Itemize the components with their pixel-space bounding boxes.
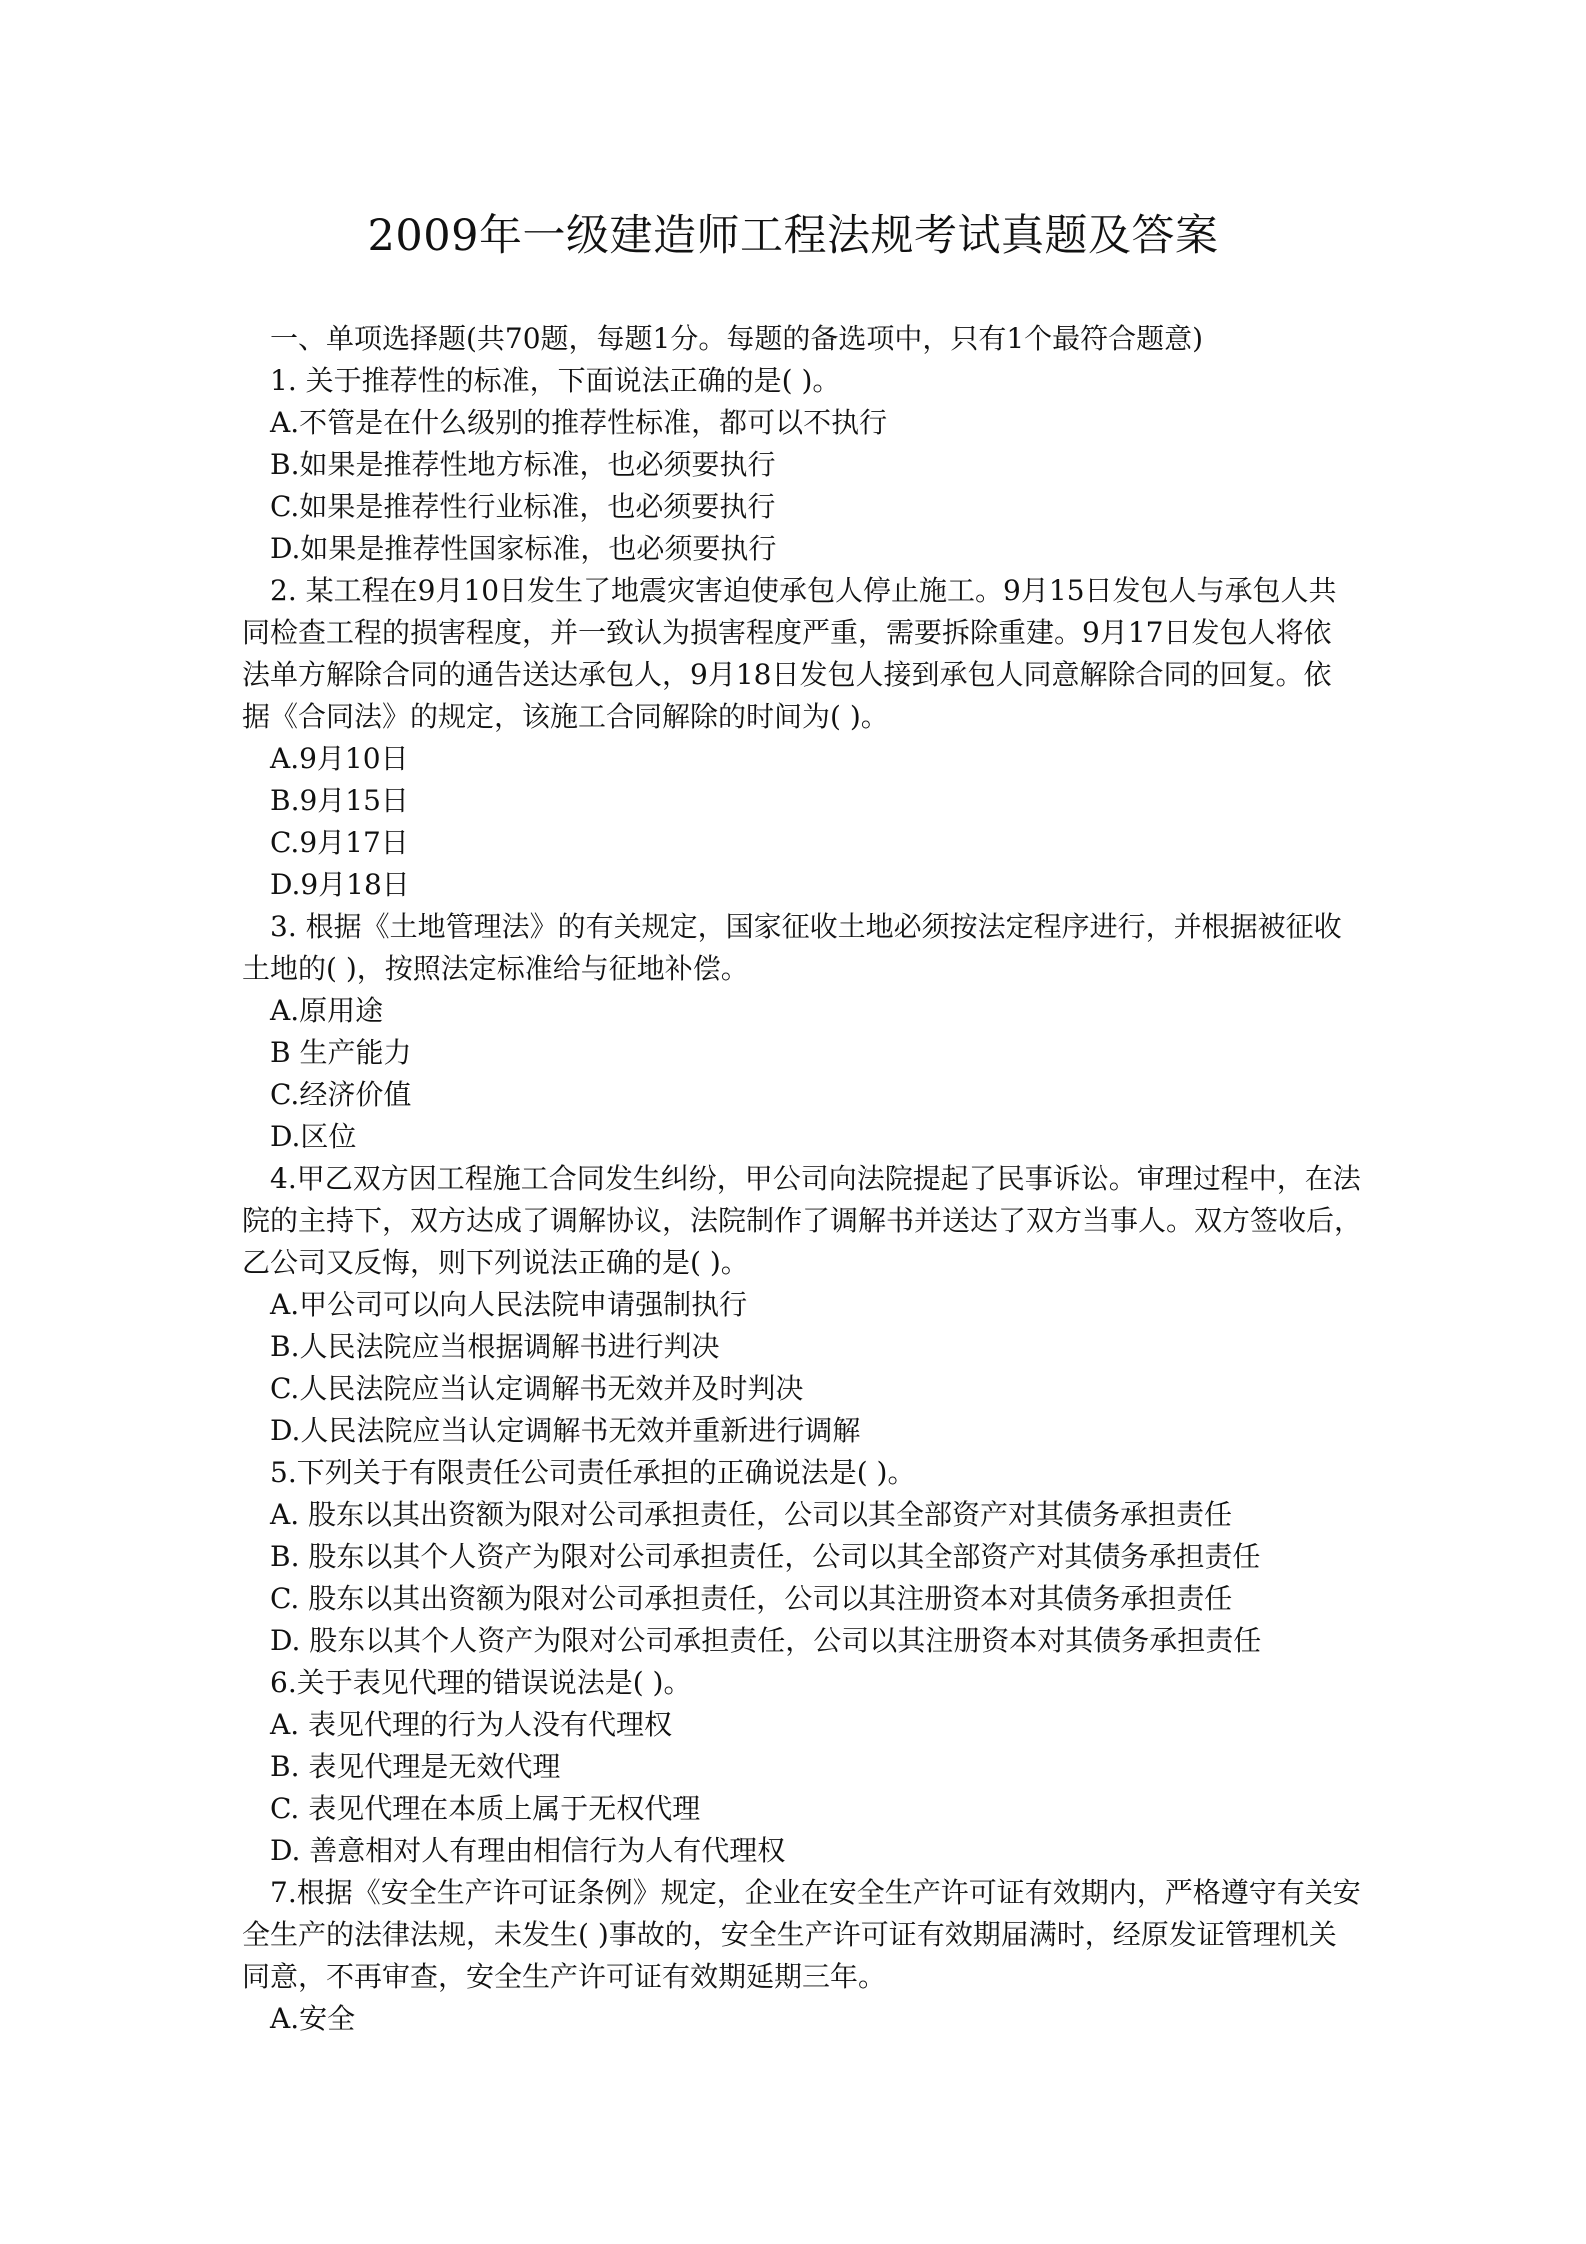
text-line: C.人民法院应当认定调解书无效并及时判决	[270, 1372, 804, 1405]
text-line: A.不管是在什么级别的推荐性标准，都可以不执行	[270, 406, 888, 439]
text-line: D. 善意相对人有理由相信行为人有代理权	[270, 1834, 786, 1867]
text-line: 6.关于表见代理的错误说法是( )。	[270, 1666, 692, 1699]
text-line: 全生产的法律法规，未发生( )事故的，安全生产许可证有效期届满时，经原发证管理机关	[242, 1918, 1337, 1951]
text-line: 土地的( )，按照法定标准给与征地补偿。	[242, 952, 749, 985]
text-line: B. 股东以其个人资产为限对公司承担责任，公司以其全部资产对其债务承担责任	[270, 1540, 1261, 1573]
text-line: C. 股东以其出资额为限对公司承担责任，公司以其注册资本对其债务承担责任	[270, 1582, 1233, 1615]
document-title: 2009年一级建造师工程法规考试真题及答案	[367, 211, 1219, 261]
text-line: B.人民法院应当根据调解书进行判决	[270, 1330, 720, 1363]
text-line: D.9月18日	[270, 868, 410, 901]
text-line: C.如果是推荐性行业标准，也必须要执行	[270, 490, 776, 523]
text-line: 一、单项选择题(共70题，每题1分。每题的备选项中，只有1个最符合题意)	[270, 322, 1204, 355]
text-line: A.9月10日	[270, 742, 409, 775]
text-line: A.安全	[270, 2002, 356, 2035]
text-line: 院的主持下，双方达成了调解协议，法院制作了调解书并送达了双方当事人。双方签收后，	[242, 1204, 1363, 1237]
text-line: A.甲公司可以向人民法院申请强制执行	[270, 1288, 748, 1321]
text-line: 乙公司又反悔，则下列说法正确的是( )。	[242, 1246, 749, 1279]
text-line: C. 表见代理在本质上属于无权代理	[270, 1792, 701, 1825]
text-line: D.区位	[270, 1120, 357, 1153]
text-line: C.经济价值	[270, 1078, 412, 1111]
text-line: 3. 根据《土地管理法》的有关规定，国家征收土地必须按法定程序进行，并根据被征收	[270, 910, 1342, 943]
text-line: A.原用途	[270, 994, 384, 1027]
text-line: C.9月17日	[270, 826, 409, 859]
text-line: 4.甲乙双方因工程施工合同发生纠纷，甲公司向法院提起了民事诉讼。审理过程中，在法	[270, 1162, 1361, 1195]
text-line: 2. 某工程在9月10日发生了地震灾害迫使承包人停止施工。9月15日发包人与承包人共	[270, 574, 1337, 607]
text-line: D. 股东以其个人资产为限对公司承担责任，公司以其注册资本对其债务承担责任	[270, 1624, 1262, 1657]
text-line: 5.下列关于有限责任公司责任承担的正确说法是( )。	[270, 1456, 916, 1489]
text-line: B 生产能力	[270, 1036, 412, 1069]
text-line: 7.根据《安全生产许可证条例》规定，企业在安全生产许可证有效期内，严格遵守有关安	[270, 1876, 1361, 1909]
text-line: D.人民法院应当认定调解书无效并重新进行调解	[270, 1414, 861, 1447]
text-line: B.如果是推荐性地方标准，也必须要执行	[270, 448, 776, 481]
text-line: A. 股东以其出资额为限对公司承担责任，公司以其全部资产对其债务承担责任	[270, 1498, 1233, 1531]
text-line: A. 表见代理的行为人没有代理权	[270, 1708, 673, 1741]
document-body	[242, 318, 1363, 2040]
text-line: B.9月15日	[270, 784, 409, 817]
text-line: D.如果是推荐性国家标准，也必须要执行	[270, 532, 777, 565]
text-line: 据《合同法》的规定，该施工合同解除的时间为( )。	[242, 700, 889, 733]
text-line: 同检查工程的损害程度，并一致认为损害程度严重，需要拆除重建。9月17日发包人将依	[242, 616, 1332, 649]
text-line: 同意，不再审查，安全生产许可证有效期延期三年。	[242, 1960, 887, 1993]
text-line: B. 表见代理是无效代理	[270, 1750, 561, 1783]
text-line: 1. 关于推荐性的标准，下面说法正确的是( )。	[270, 364, 841, 397]
text-line: 法单方解除合同的通告送达承包人，9月18日发包人接到承包人同意解除合同的回复。依	[242, 658, 1332, 691]
